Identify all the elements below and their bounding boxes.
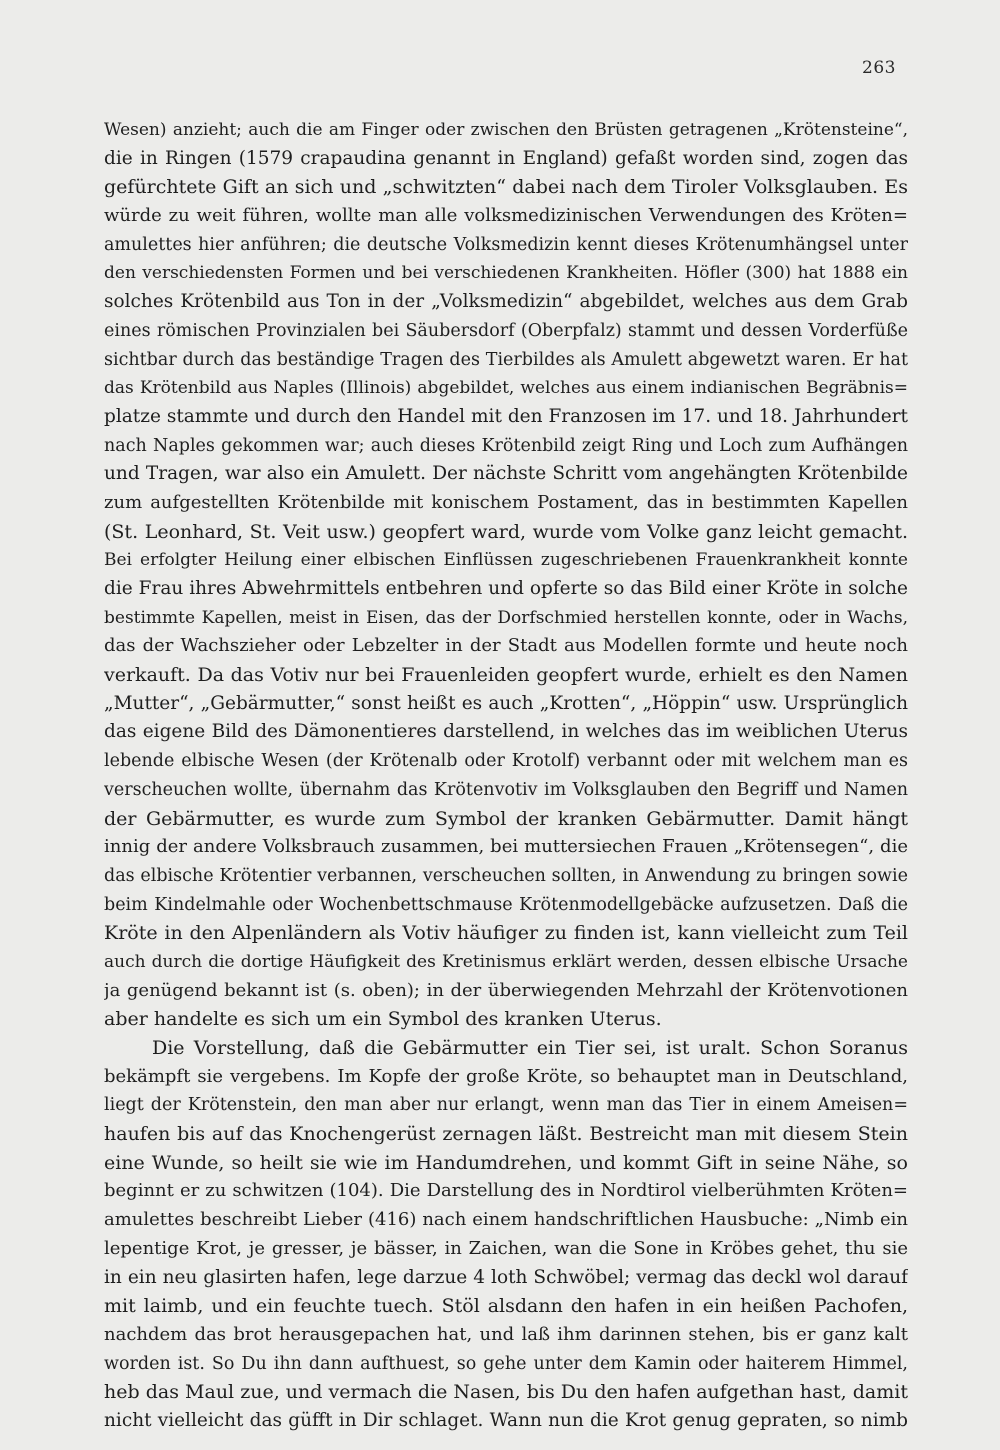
page-number: 263 xyxy=(862,58,896,78)
text-line: würde zu weit führen, wollte man alle volksmedizinischen Verwendungen des Kröten= xyxy=(104,205,908,227)
text-line: nach Naples gekommen war; auch dieses Krötenbild zeigt Ring und Loch zum Aufhängen xyxy=(104,435,908,456)
text-line: nachdem das brot herausgepachen hat, und laß ihm darinnen stehen, bis er ganz kalt xyxy=(104,1323,908,1345)
text-line: sichtbar durch das beständige Tragen des Tierbildes als Amulett abgewetzt waren. Er hat xyxy=(104,349,908,370)
text-line: (St. Leonhard, St. Veit usw.) geopfert ward, wurde vom Volke ganz leicht gemacht. xyxy=(104,520,908,543)
text-line: aber handelte es sich um ein Symbol des kranken Uterus. xyxy=(104,1008,662,1031)
text-line: verscheuchen wollte, übernahm das Krötenvotiv im Volksglauben den Begriff und Namen xyxy=(104,779,908,800)
text-line: Wesen) anzieht; auch die am Finger oder zwischen den Brüsten getragenen „Krötensteine“, xyxy=(104,120,908,140)
text-line: die Frau ihres Abwehrmittels entbehren und opferte so das Bild einer Kröte in solche xyxy=(104,578,908,599)
text-line: zum aufgestellten Krötenbilde mit konischem Postament, das in bestimmten Kapellen xyxy=(104,491,908,513)
paragraph-2 xyxy=(104,1034,908,1436)
text-line: liegt der Krötenstein, den man aber nur erlangt, wenn man das Tier in einem Ameisen= xyxy=(104,1095,908,1116)
text-line: eines römischen Provinzialen bei Säubersdorf (Oberpfalz) stammt und dessen Vorderfüße xyxy=(104,320,908,341)
text-line: gefürchtete Gift an sich und „schwitzten“ dabei nach dem Tiroler Volksglauben. Es xyxy=(104,176,908,199)
text-line: und Tragen, war also ein Amulett. Der nächste Schritt vom angehängten Krötenbilde xyxy=(104,463,908,485)
text-line: das elbische Krötentier verbannen, verscheuchen sollten, in Anwendung zu bringen sowie xyxy=(104,865,908,886)
paragraph-1 xyxy=(104,116,908,1034)
text-line: haufen bis auf das Knochengerüst zernagen läßt. Bestreicht man mit diesem Stein xyxy=(104,1123,908,1146)
text-line: lepentige Krot, je gresser, je bässer, in Zaichen, wan die Sone in Kröbes gehet, thu sie xyxy=(104,1237,908,1259)
text-line: die in Ringen (1579 crapaudina genannt in England) gefaßt worden sind, zogen das xyxy=(104,147,908,169)
text-line: bestimmte Kapellen, meist in Eisen, das der Dorfschmied herstellen konnte, oder in Wachs, xyxy=(104,607,908,628)
text-line: amulettes hier anführen; die deutsche Volksmedizin kennt dieses Krötenumhängsel unter xyxy=(104,234,908,255)
text-line: heb das Maul zue, und vermach die Nasen, bis Du den hafen aufgethan hast, damit xyxy=(104,1381,908,1404)
text-line: der Gebärmutter, es wurde zum Symbol der kranken Gebärmutter. Damit hängt xyxy=(104,807,908,830)
body-text xyxy=(104,116,908,1436)
text-line: innig der andere Volksbrauch zusammen, bei muttersiechen Frauen „Krötensegen“, die xyxy=(104,836,908,858)
text-line: beginnt er zu schwitzen (104). Die Darstellung des in Nordtirol vielberühmten Kröten= xyxy=(104,1180,908,1202)
text-line: „Mutter“, „Gebärmutter,“ sonst heißt es auch „Krotten“, „Höppin“ usw. Ursprünglich xyxy=(104,692,908,714)
text-line: beim Kindelmahle oder Wochenbettschmause Krötenmodellgebäcke aufzusetzen. Daß die xyxy=(104,894,908,915)
text-line: auch durch die dortige Häufigkeit des Kretinismus erklärt werden, dessen elbische Ursache xyxy=(104,951,908,972)
text-line: das eigene Bild des Dämonentieres darstellend, in welches das im weiblichen Uterus xyxy=(104,721,908,743)
text-line: verkauft. Da das Votiv nur bei Frauenleiden geopfert wurde, erhielt es den Namen xyxy=(104,664,908,687)
text-line: bekämpft sie vergebens. Im Kopfe der große Kröte, so behauptet man in Deutschland, xyxy=(104,1065,908,1087)
text-line: den verschiedensten Formen und bei verschiedenen Krankheiten. Höfler (300) hat 1888 ein xyxy=(104,263,908,284)
text-line: ja genügend bekannt ist (s. oben); in der überwiegenden Mehrzahl der Krötenvotionen xyxy=(104,979,908,1001)
text-line: in ein neu glasirten hafen, lege darzue 4 loth Schwöbel; vermag das deckl wol darauf xyxy=(104,1266,908,1288)
text-line: eine Wunde, so heilt sie wie im Handumdrehen, und kommt Gift in seine Nähe, so xyxy=(104,1151,908,1174)
text-line: lebende elbische Wesen (der Krötenalb oder Krotolf) verbannt oder mit welchem man es xyxy=(104,751,908,772)
text-line: mit laimb, und ein feuchte tuech. Stöl alsdann den hafen in ein heißen Pachofen, xyxy=(104,1295,908,1318)
text-line: das Krötenbild aus Naples (Illinois) abgebildet, welches aus einem indianischen Begräbnis= xyxy=(104,378,908,399)
text-line: platze stammte und durch den Handel mit den Franzosen im 17. und 18. Jahrhundert xyxy=(104,405,908,427)
text-line: Die Vorstellung, daß die Gebärmutter ein Tier sei, ist uralt. Schon Soranus xyxy=(152,1037,908,1059)
text-line: Bei erfolgter Heilung einer elbischen Einflüssen zugeschriebenen Frauenkrankheit konnte xyxy=(104,550,908,571)
text-line: worden ist. So Du ihn dann aufthuest, so gehe unter dem Kamin oder haiterem Himmel, xyxy=(104,1353,908,1374)
text-line: nicht vielleicht das güfft in Dir schlaget. Wann nun die Krot genug gepraten, so nimb xyxy=(104,1409,908,1431)
text-line: solches Krötenbild aus Ton in der „Volksmedizin“ abgebildet, welches aus dem Grab xyxy=(104,291,908,313)
text-line: amulettes beschreibt Lieber (416) nach einem handschriftlichen Hausbuche: „Nimb ein xyxy=(104,1209,908,1231)
text-line: Kröte in den Alpenländern als Votiv häufiger zu finden ist, kann vielleicht zum Teil xyxy=(104,922,908,945)
text-line: das der Wachszieher oder Lebzelter in der Stadt aus Modellen formte und heute noch xyxy=(104,635,908,657)
